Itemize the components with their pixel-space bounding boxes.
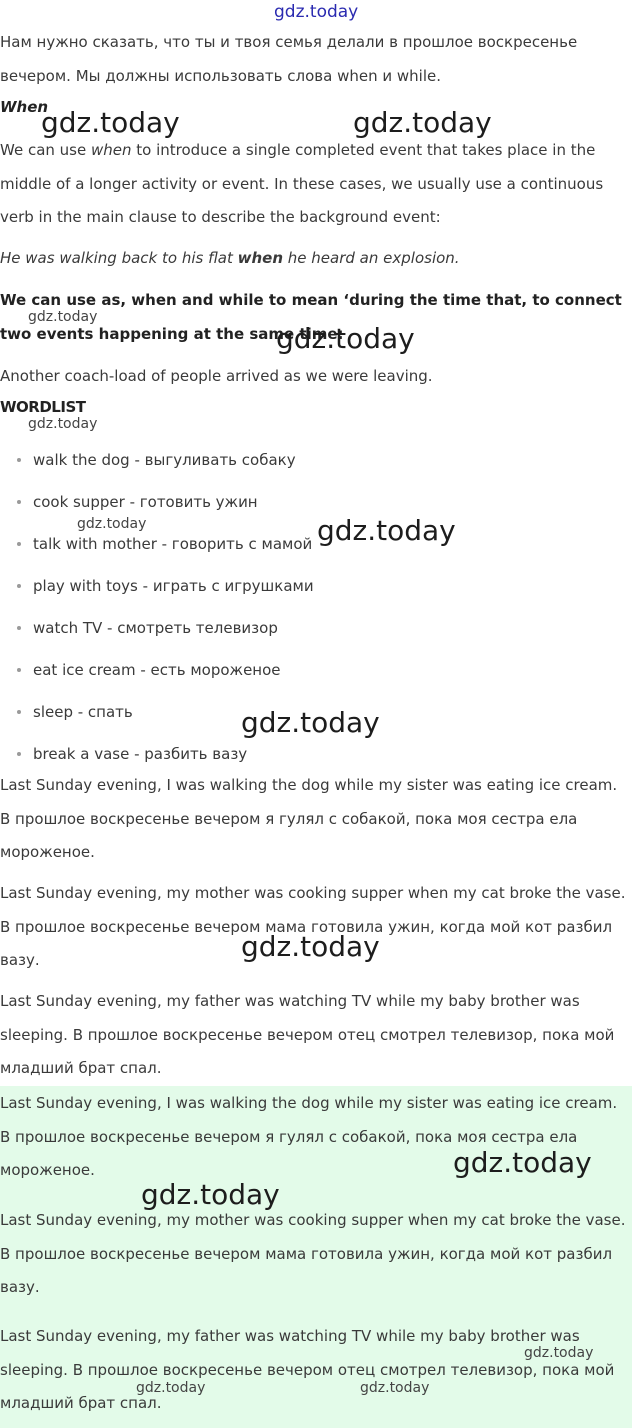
wordlist-item-text: eat ice cream - есть мороженое — [33, 661, 281, 679]
example1-pre: He was walking back to his flat — [0, 249, 238, 267]
wordlist-heading: WORDLIST — [0, 398, 86, 416]
watermark: gdz.today — [28, 309, 98, 325]
wordlist-item — [0, 649, 632, 691]
watermark: gdz.today — [317, 514, 456, 547]
wordlist-item-text: play with toys - играть с игрушками — [33, 577, 314, 595]
example1-post: he heard an explosion. — [283, 249, 460, 267]
watermark: gdz.today — [241, 706, 380, 739]
watermark: gdz.today — [136, 1380, 206, 1396]
wordlist-item — [0, 565, 632, 607]
example1-bold: when — [237, 249, 284, 267]
bullet-icon — [17, 668, 21, 672]
watermark: gdz.today — [28, 416, 98, 432]
watermark: gdz.today — [360, 1380, 430, 1396]
wordlist-item — [0, 691, 632, 733]
bullet-icon — [17, 542, 21, 546]
watermark: gdz.today — [274, 2, 359, 22]
wordlist-item — [0, 481, 632, 523]
watermark: gdz.today — [141, 1178, 280, 1211]
example-sentence-1 — [0, 242, 632, 276]
bullet-icon — [17, 710, 21, 714]
wordlist-item-text: walk the dog - выгуливать собаку — [33, 451, 296, 469]
wordlist — [0, 439, 632, 775]
when-text-pre: We can use — [0, 141, 91, 159]
answer-sentence-3: Last Sunday evening, my father was watching TV while my baby brother was sleeping. В прошлое воскресенье вечером отец смотрел телевизор, пока мой младший брат спал. — [0, 1327, 615, 1412]
watermark: gdz.today — [524, 1345, 594, 1361]
wordlist-item-text: sleep - спать — [33, 703, 133, 721]
when-text-post: to introduce a single completed event that takes place in the middle of a longer activity or event. In these cases, we usually use a continuous verb in the main clause to describe the background event: — [0, 141, 604, 226]
wordlist-item — [0, 607, 632, 649]
watermark: gdz.today — [77, 516, 147, 532]
wordlist-item — [0, 439, 632, 481]
wordlist-item-text: talk with mother - говорить с мамой — [33, 535, 313, 553]
watermark: gdz.today — [41, 106, 180, 139]
intro-text: Нам нужно сказать, что ты и твоя семья делали в прошлое воскресенье вечером. Мы должны использовать слова when и while. — [0, 33, 578, 85]
wordlist-item-text: break a vase - разбить вазу — [33, 745, 248, 763]
when-text-em: when — [90, 141, 132, 159]
rule-text: We can use as, when and while to mean ‘during the time that, to connect two events happening at the same time: — [0, 291, 622, 343]
bullet-icon — [17, 500, 21, 504]
sentence-2: Last Sunday evening, my mother was cooking supper when my cat broke the vase. В прошлое воскресенье вечером мама готовила ужин, когда мой кот разбил вазу. — [0, 884, 626, 969]
answer-sentence-1: Last Sunday evening, I was walking the dog while my sister was eating ice cream. В прошлое воскресенье вечером я гулял с собакой, пока моя сестра ела мороженое. — [0, 1094, 618, 1179]
example-sentence-2: Another coach-load of people arrived as we were leaving. — [0, 367, 433, 385]
wordlist-item — [0, 523, 632, 565]
when-heading: When — [0, 98, 49, 116]
watermark: gdz.today — [276, 322, 415, 355]
when-explanation — [0, 134, 632, 235]
answer-sentence-2: Last Sunday evening, my mother was cooking supper when my cat broke the vase. В прошлое воскресенье вечером мама готовила ужин, когда мой кот разбил вазу. — [0, 1211, 626, 1296]
wordlist-item-text: watch TV - смотреть телевизор — [33, 619, 278, 637]
watermark: gdz.today — [453, 1146, 592, 1179]
watermark: gdz.today — [241, 930, 380, 963]
wordlist-item-text: cook supper - готовить ужин — [33, 493, 258, 511]
sentence-1: Last Sunday evening, I was walking the dog while my sister was eating ice cream. В прошлое воскресенье вечером я гулял с собакой, пока моя сестра ела мороженое. — [0, 776, 618, 861]
watermark: gdz.today — [353, 106, 492, 139]
bullet-icon — [17, 458, 21, 462]
bullet-icon — [17, 584, 21, 588]
bullet-icon — [17, 752, 21, 756]
bullet-icon — [17, 626, 21, 630]
sentence-3: Last Sunday evening, my father was watching TV while my baby brother was sleeping. В прошлое воскресенье вечером отец смотрел телевизор, пока мой младший брат спал. — [0, 992, 615, 1077]
